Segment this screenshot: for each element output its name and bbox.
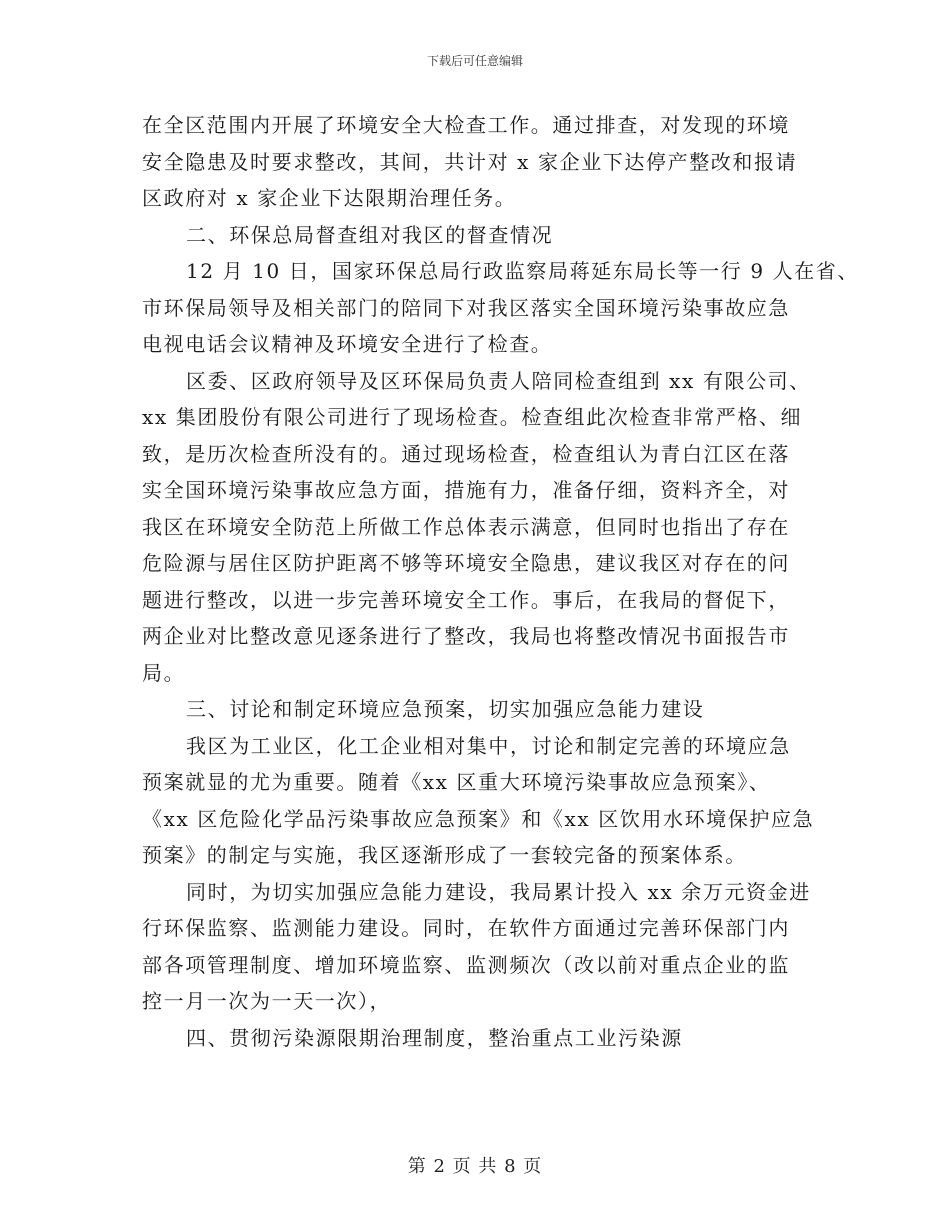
paragraph-line: 实全国环境污染事故应急方面，措施有力，准备仔细，资料齐全，对	[142, 478, 790, 502]
paragraph-first-line: 区委、区政府领导及区环保局负责人陪同检查组到 xx 有限公司、	[186, 368, 811, 393]
page-header: 下载后可任意编辑	[426, 54, 523, 68]
paragraph-first-line: 三、讨论和制定环境应急预案，切实加强应急能力建设	[186, 697, 705, 721]
paragraph-line: 危险源与居住区防护距离不够等环境安全隐患，建议我区对存在的问	[142, 551, 790, 575]
paragraph-line: 控一月一次为一天一次），	[142, 989, 392, 1013]
paragraph-line: 预案》的制定与实施，我区逐渐形成了一套较完备的预案体系。	[142, 843, 747, 867]
paragraph-line: 局。	[142, 660, 186, 685]
paragraph-first-line: 我区为工业区，化工企业相对集中，讨论和制定完善的环境应急	[186, 733, 791, 758]
paragraph-line: 安全隐患及时要求整改，其间，共计对 x 家企业下达停产整改和报请	[142, 149, 798, 174]
paragraph-first-line: 12 月 10 日，国家环保总局行政监察局蒋延东局长等一行 9 人在省、	[186, 259, 860, 283]
paragraph-line: 两企业对比整改意见逐条进行了整改，我局也将整改情况书面报告市	[142, 624, 790, 648]
paragraph-first-line: 二、环保总局督查组对我区的督查情况	[186, 222, 554, 247]
paragraph-line: 致，是历次检查所没有的。通过现场检查，检查组认为青白江区在落	[142, 441, 790, 466]
paragraph-line: 《xx 区危险化学品污染事故应急预案》和《xx 区饮用水环境保护应急	[142, 806, 815, 831]
paragraph-line: 在全区范围内开展了环境安全大检查工作。通过排查，对发现的环境	[142, 113, 790, 137]
paragraph-line: 题进行整改，以进一步完善环境安全工作。事后，在我局的督促下，	[142, 587, 790, 612]
paragraph-line: 市环保局领导及相关部门的陪同下对我区落实全国环境污染事故应急	[142, 295, 790, 320]
paragraph-line: xx 集团股份有限公司进行了现场检查。检查组此次检查非常严格、细	[142, 405, 803, 429]
document-body	[142, 107, 860, 1056]
paragraph-line: 预案就显的尤为重要。随着《xx 区重大环境污染事故应急预案》、	[142, 770, 771, 794]
page-footer: 第 2 页 共 8 页	[407, 1156, 543, 1177]
paragraph-line: 部各项管理制度、增加环境监察、监测频次（改以前对重点企业的监	[142, 952, 790, 977]
paragraph-line: 电视电话会议精神及环境安全进行了检查。	[142, 332, 553, 356]
paragraph-line: 行环保监察、监测能力建设。同时，在软件方面通过完善环保部门内	[142, 916, 790, 940]
paragraph-first-line: 同时，为切实加强应急能力建设，我局累计投入 xx 余万元资金进	[186, 879, 811, 904]
paragraph-line: 区政府对 x 家企业下达限期治理任务。	[142, 186, 517, 210]
paragraph-line: 我区在环境安全防范上所做工作总体表示满意，但同时也指出了存在	[142, 514, 790, 539]
paragraph-first-line: 四、贯彻污染源限期治理制度，整治重点工业污染源	[186, 1025, 683, 1050]
